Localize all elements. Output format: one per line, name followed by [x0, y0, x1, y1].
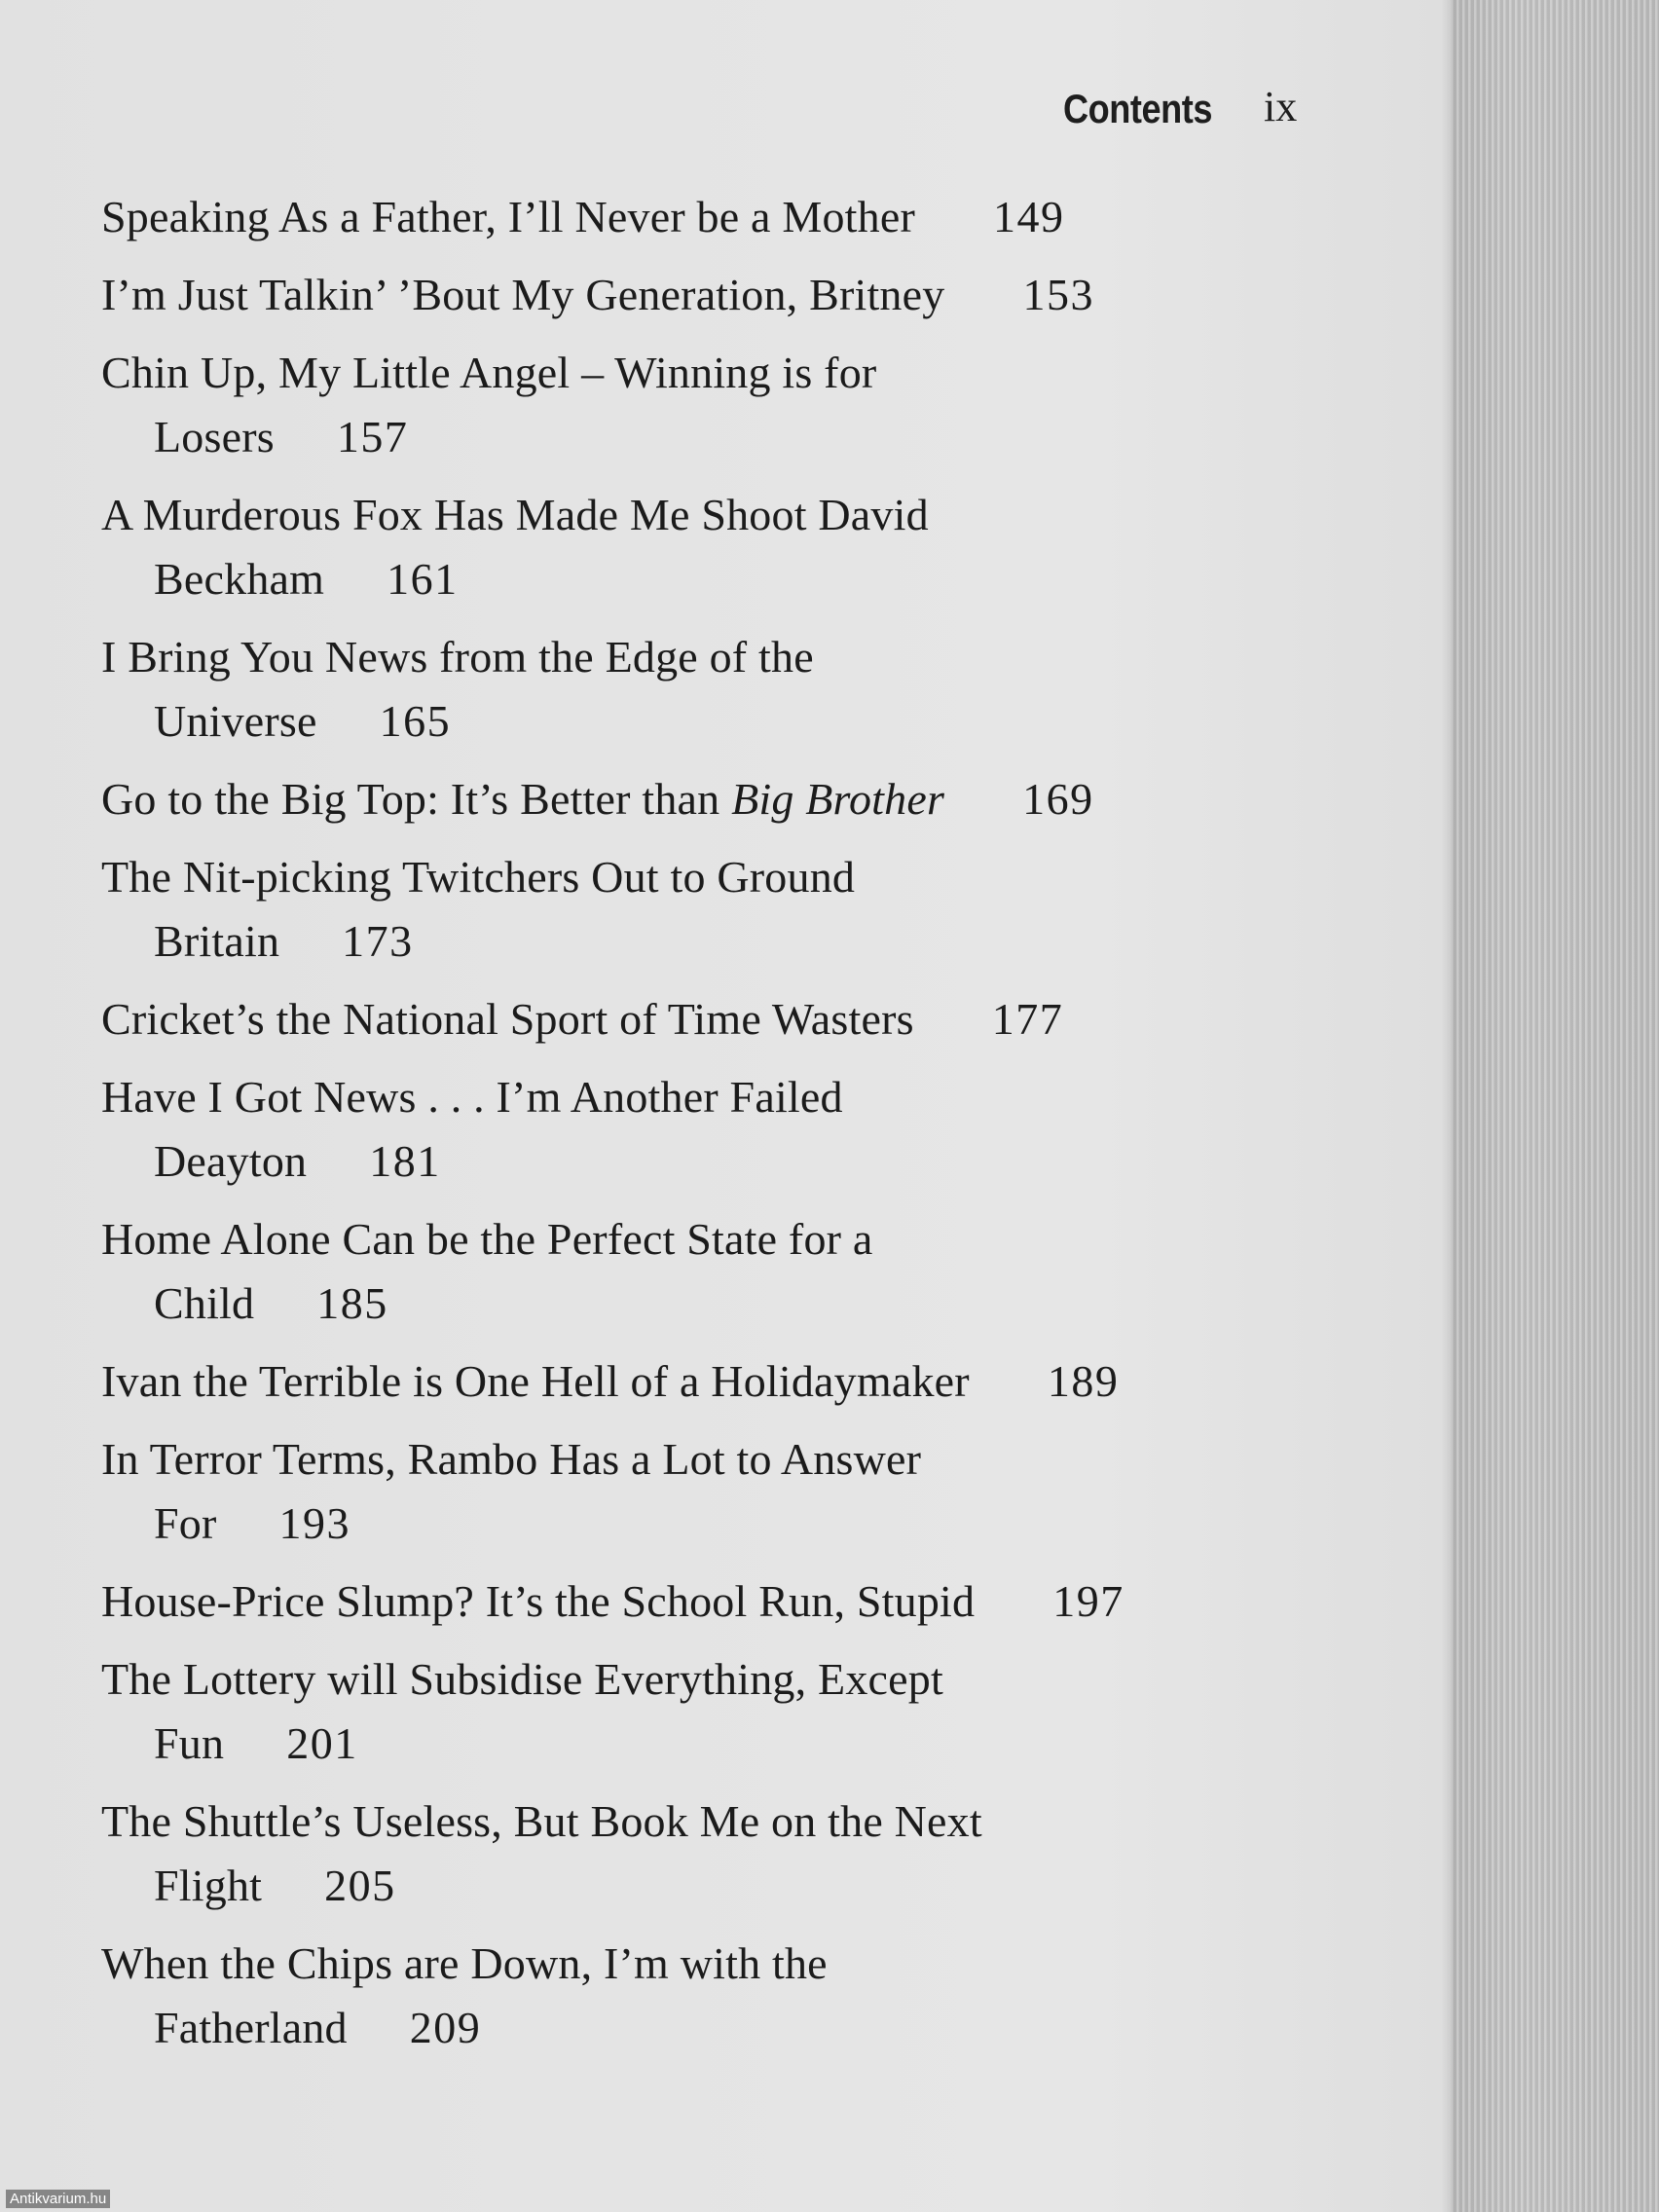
watermark: Antikvarium.hu	[6, 2190, 110, 2208]
entry-title-continued: Child	[154, 1278, 255, 1328]
entry-page: 169	[1022, 774, 1094, 824]
entry-page: 177	[991, 994, 1064, 1044]
entry-title-continued: Flight	[154, 1861, 263, 1910]
entry-page: 193	[278, 1498, 351, 1548]
entry-page: 197	[1052, 1576, 1124, 1626]
running-header	[1063, 82, 1307, 140]
entry-page: 209	[409, 2003, 482, 2052]
header-title: Contents	[1063, 86, 1213, 131]
entry-title-continued: Deayton	[154, 1136, 308, 1186]
entry-page: 189	[1047, 1356, 1120, 1406]
entry-title-italic: Big Brother	[731, 774, 945, 824]
toc-entry	[101, 1932, 1309, 2060]
facing-page-gutter	[1451, 0, 1659, 2212]
entry-page: 205	[324, 1861, 396, 1910]
toc-entry	[101, 1427, 1309, 1556]
entry-title-continued: Britain	[154, 916, 280, 966]
entry-title: The Shuttle’s Useless, But Book Me on the Next	[101, 1796, 982, 1846]
toc-entry	[101, 1647, 1309, 1776]
header-page-number: ix	[1264, 83, 1298, 130]
toc-entry	[101, 185, 1309, 249]
entry-page: 157	[336, 412, 409, 461]
toc-entry	[101, 625, 1309, 754]
toc-entry	[101, 1207, 1309, 1336]
toc-entry	[101, 1065, 1309, 1194]
toc-entry	[101, 1349, 1309, 1414]
entry-page: 181	[369, 1136, 441, 1186]
toc-entry	[101, 1569, 1309, 1634]
toc-entry	[101, 483, 1309, 611]
entry-title: Have I Got News . . . I’m Another Failed	[101, 1072, 843, 1122]
entry-title: Ivan the Terrible is One Hell of a Holidaymaker	[101, 1356, 970, 1406]
entry-title-continued: Losers	[154, 412, 275, 461]
table-of-contents	[101, 185, 1309, 2074]
entry-page: 173	[342, 916, 414, 966]
entry-title-continued: Beckham	[154, 554, 325, 604]
entry-title-continued: For	[154, 1498, 217, 1548]
toc-entry	[101, 263, 1309, 327]
entry-title-continued: Fun	[154, 1718, 225, 1768]
entry-title: Cricket’s the National Sport of Time Wasters	[101, 994, 914, 1044]
entry-title: The Lottery will Subsidise Everything, Except	[101, 1654, 943, 1704]
entry-page: 149	[993, 192, 1065, 241]
entry-title: I Bring You News from the Edge of the	[101, 632, 814, 682]
toc-entry	[101, 1789, 1309, 1918]
entry-title: The Nit-picking Twitchers Out to Ground	[101, 852, 856, 902]
entry-title: Go to the Big Top: It’s Better than	[101, 774, 732, 824]
entry-title-continued: Fatherland	[154, 2003, 348, 2052]
toc-entry	[101, 767, 1309, 831]
toc-entry	[101, 341, 1309, 469]
entry-page: 201	[286, 1718, 358, 1768]
entry-page: 161	[387, 554, 459, 604]
entry-page: 165	[379, 696, 452, 746]
entry-page: 153	[1022, 270, 1094, 319]
entry-title: Home Alone Can be the Perfect State for a	[101, 1214, 873, 1264]
entry-title: Chin Up, My Little Angel – Winning is for	[101, 348, 877, 397]
toc-entry	[101, 987, 1309, 1051]
entry-page: 185	[316, 1278, 388, 1328]
entry-title: Speaking As a Father, I’ll Never be a Mother	[101, 192, 915, 241]
entry-title: House-Price Slump? It’s the School Run, Stupid	[101, 1576, 976, 1626]
entry-title: I’m Just Talkin’ ’Bout My Generation, Britney	[101, 270, 945, 319]
entry-title: In Terror Terms, Rambo Has a Lot to Answer	[101, 1434, 922, 1484]
entry-title: A Murderous Fox Has Made Me Shoot David	[101, 490, 929, 539]
entry-title-continued: Universe	[154, 696, 317, 746]
toc-entry	[101, 845, 1309, 974]
entry-title: When the Chips are Down, I’m with the	[101, 1938, 828, 1988]
